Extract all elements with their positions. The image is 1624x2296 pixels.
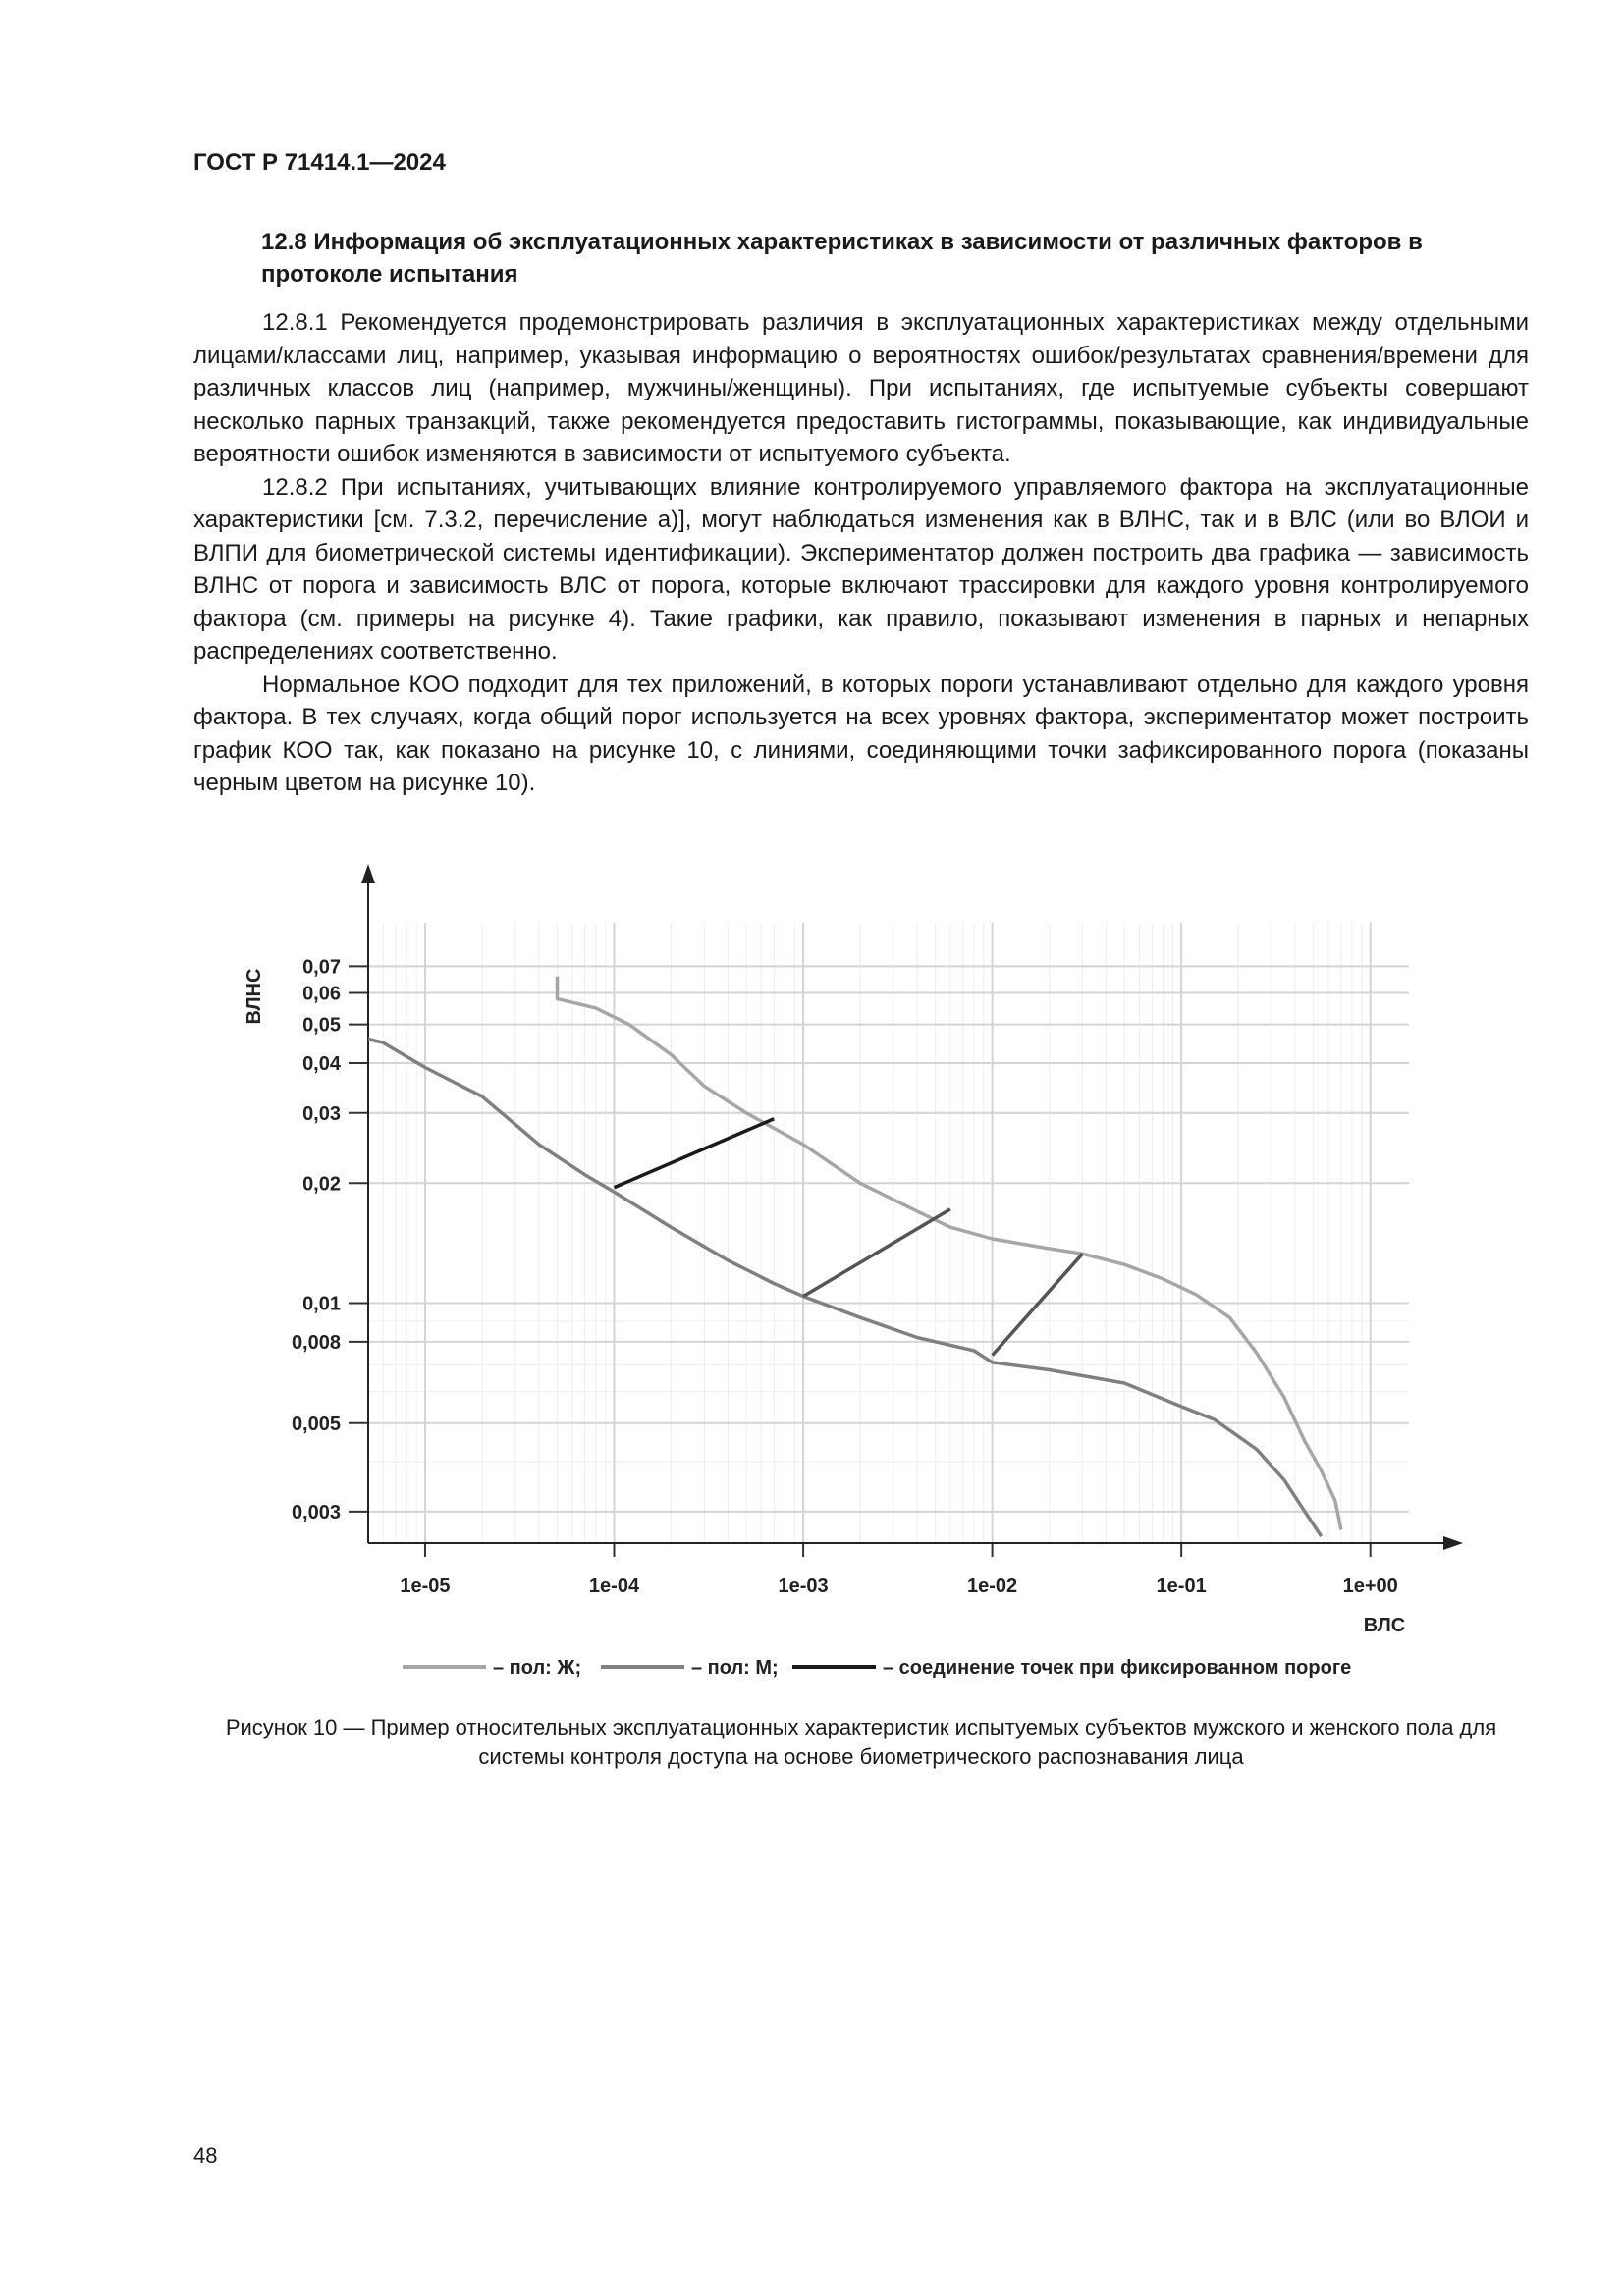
paragraph-12-8-2: 12.8.2 При испытаниях, учитывающих влияние контролируемого управляемого фактора на эксплуатационные характеристики [см. 7.3.2, перечисление а)], могут наблюдаться изменения как в ВЛНС, так и в ВЛС (или во ВЛОИ и ВЛПИ для биометрической системы идентификации). Экспериментатор должен построить два графика — зависимость ВЛНС от порога и зависимость ВЛС от порога, которые включают трассировки для каждого уровня контролируемого фактора (см. примеры на рисунке 4). Такие графики, как правило, показывают изменения в парных и непарных распределениях соответственно. [193, 473, 1529, 665]
paragraph-12-8-1: 12.8.1 Рекомендуется продемонстрировать различия в эксплуатационных характеристиках между отдельными лицами/классами лиц, например, указывая информацию о вероятностях ошибок/результатах сравнения/времени для различных классов лиц (например, мужчины/женщины). При испытаниях, где испытуемые субъекты совершают несколько парных транзакций, также рекомендуется предоставить гистограммы, показывающие, как индивидуальные вероятности ошибок изменяются в зависимости от испытуемого субъекта. [193, 309, 1529, 467]
figure-caption: Рисунок 10 — Пример относительных эксплуатационных характеристик испытуемых субъектов мужского и женского пола для системы контроля доступа на основе биометрического распознавания лица [225, 1715, 1497, 1769]
x-tick-label: 1e-04 [588, 1575, 640, 1597]
y-tick-label: 0,06 [302, 983, 341, 1005]
x-tick-label: 1e+00 [1342, 1575, 1398, 1597]
y-tick-label: 0,003 [291, 1501, 341, 1523]
page-number: 48 [193, 2143, 218, 2167]
x-axis-arrow [1443, 1536, 1463, 1550]
x-tick-label: 1e-01 [1156, 1575, 1207, 1597]
threshold-connection-line [993, 1254, 1083, 1355]
x-tick-label: 1e-05 [400, 1575, 451, 1597]
y-tick-label: 0,008 [291, 1331, 341, 1354]
legend-connection-label: – соединение точек при фиксированном пороге [883, 1657, 1352, 1679]
y-tick-label: 0,01 [302, 1293, 341, 1315]
y-axis-arrow [361, 864, 375, 883]
legend-female-label: – пол: Ж; [493, 1657, 582, 1679]
y-tick-label: 0,04 [302, 1053, 341, 1076]
threshold-connection-line [615, 1119, 775, 1188]
figure-10 [236, 854, 1512, 1713]
document-id: ГОСТ Р 71414.1—2024 [193, 149, 446, 176]
y-tick-label: 0,02 [302, 1173, 341, 1196]
legend-male-label: – пол: М; [691, 1657, 779, 1679]
x-tick-label: 1e-03 [778, 1575, 829, 1597]
section-heading: 12.8 Информация об эксплуатационных характеристиках в зависимости от различных факторов в протоколе испытания [261, 229, 1423, 288]
y-tick-label: 0,05 [302, 1014, 341, 1037]
body-text [193, 306, 1529, 800]
x-tick-label: 1e-02 [967, 1575, 1018, 1597]
x-axis-label: ВЛС [1363, 1615, 1406, 1636]
y-tick-label: 0,07 [302, 956, 341, 979]
y-tick-label: 0,005 [291, 1413, 341, 1435]
threshold-connection-line [803, 1209, 950, 1297]
series-line-female [558, 977, 1341, 1530]
y-axis-label: ВЛНС [244, 968, 265, 1025]
paragraph-koo: Нормальное КОО подходит для тех приложений, в которых пороги устанавливают отдельно для каждого уровня фактора. В тех случаях, когда общий порог используется на всех уровнях фактора, экспериментатор может построить график КОО так, как показано на рисунке 10, с линиями, соединяющими точки зафиксированного порога (показаны черным цветом на рисунке 10). [193, 670, 1529, 796]
y-tick-label: 0,03 [302, 1102, 341, 1125]
det-chart [236, 854, 1512, 1708]
